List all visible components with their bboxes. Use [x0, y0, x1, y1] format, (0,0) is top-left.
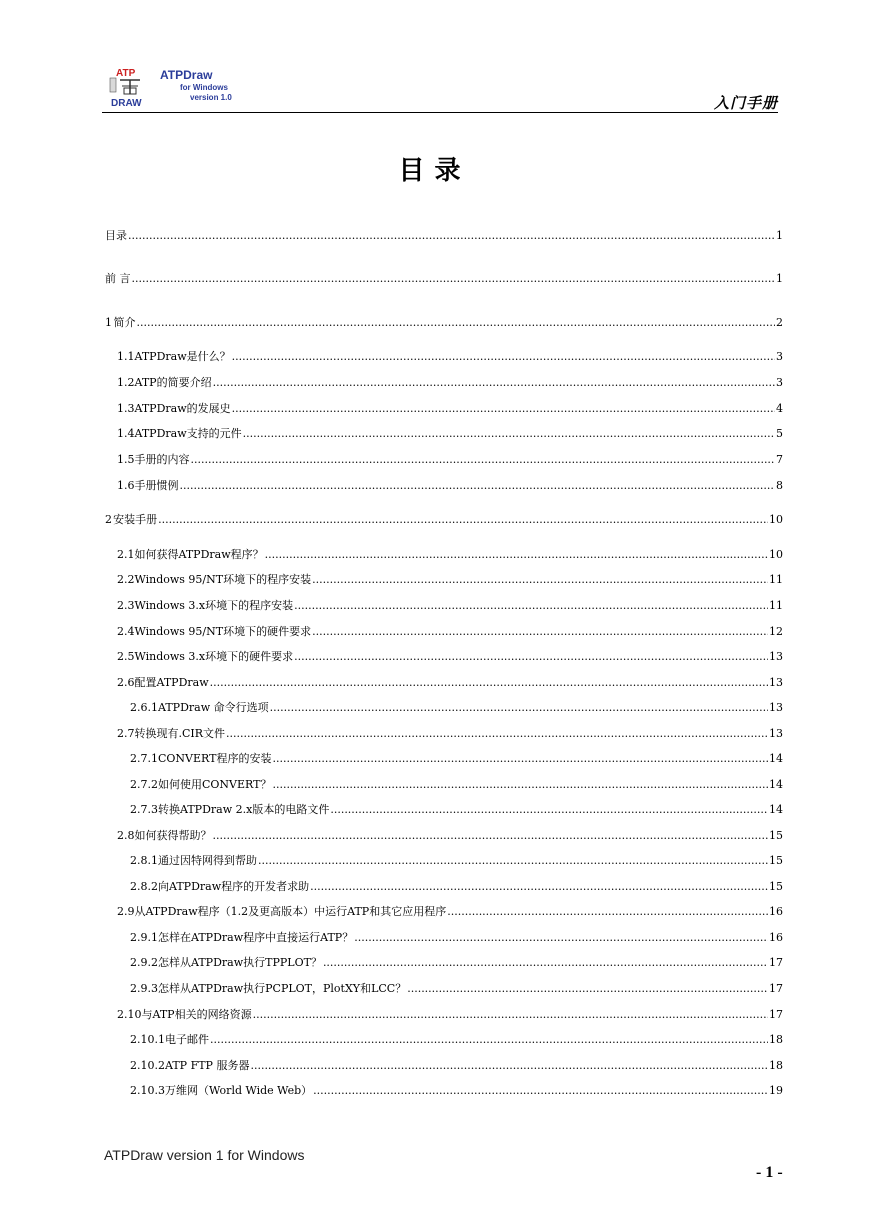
toc-entry-label: Windows 95/NT环境下的硬件要求 — [134, 625, 312, 638]
toc-entry[interactable] — [130, 752, 783, 766]
toc-leader-dots — [407, 982, 768, 996]
toc-entry[interactable] — [130, 854, 783, 868]
toc-entry-number: 2.9.1 — [130, 931, 158, 944]
toc-entry[interactable] — [117, 453, 783, 467]
toc-entry-label: 如何获得ATPDraw程序？ — [134, 548, 264, 561]
toc-entry-page: 13 — [769, 701, 783, 714]
toc-leader-dots — [447, 905, 768, 919]
toc-leader-dots — [294, 650, 768, 664]
toc-leader-dots — [226, 727, 768, 741]
toc-entry-page: 15 — [769, 854, 783, 867]
logo-text-platform: for Windows — [180, 83, 228, 92]
toc-leader-dots — [272, 778, 768, 792]
toc-leader-dots — [323, 956, 768, 970]
toc-entry[interactable] — [117, 402, 783, 416]
toc-entry-number: 2.5 — [117, 650, 135, 663]
toc-entry[interactable] — [117, 650, 783, 664]
toc-entry-page: 11 — [769, 573, 783, 586]
toc-entry-number: 2.7.2 — [130, 778, 158, 791]
toc-entry-number: 2.10.2 — [130, 1059, 165, 1072]
toc-entry-label: 与ATP相关的网络资源 — [141, 1008, 252, 1021]
toc-entry-label: 电子邮件 — [165, 1033, 209, 1046]
toc-leader-dots — [250, 1059, 768, 1073]
toc-entry[interactable] — [105, 229, 783, 243]
toc-entry-label: 简介 — [113, 316, 136, 329]
toc-leader-dots — [137, 316, 775, 330]
toc-entry-page: 14 — [769, 803, 783, 816]
toc-entry-number: 2.1 — [117, 548, 135, 561]
toc-entry-label: 通过因特网得到帮助 — [158, 854, 257, 867]
toc-entry-page: 2 — [776, 316, 783, 329]
toc-entry-number: 2.6 — [117, 676, 135, 689]
toc-entry-number: 2.9 — [117, 905, 135, 918]
toc-entry-label: 手册惯例 — [134, 479, 179, 492]
page-number: - 1 - — [756, 1164, 783, 1181]
toc-entry-page: 18 — [769, 1059, 783, 1072]
toc-leader-dots — [258, 854, 768, 868]
toc-entry-number: 1.6 — [117, 479, 135, 492]
toc-entry-number: 2.10.3 — [130, 1084, 165, 1097]
logo-text-product: ATPDraw — [160, 68, 213, 82]
toc-leader-dots — [313, 1084, 768, 1098]
toc-entry-label: 前 言 — [105, 272, 131, 285]
toc-entry-label: 目录 — [105, 229, 127, 242]
toc-leader-dots — [232, 350, 775, 364]
toc-entry[interactable] — [105, 272, 783, 286]
toc-entry[interactable] — [117, 727, 783, 741]
toc-entry-number: 1 — [105, 316, 112, 329]
toc-entry-page: 14 — [769, 752, 783, 765]
toc-entry[interactable] — [117, 350, 783, 364]
toc-entry[interactable] — [105, 513, 783, 527]
toc-entry-page: 16 — [769, 931, 783, 944]
toc-entry-number: 2.10 — [117, 1008, 142, 1021]
toc-entry-page: 19 — [769, 1084, 783, 1097]
toc-entry-number: 2.7 — [117, 727, 135, 740]
toc-entry-label: ATPDraw 命令行选项 — [158, 701, 269, 714]
toc-entry[interactable] — [117, 548, 783, 562]
toc-entry-page: 12 — [769, 625, 783, 638]
toc-entry-label: ATPDraw是什么？ — [134, 350, 231, 363]
toc-entry-page: 1 — [776, 229, 783, 242]
toc-entry-label: 配置ATPDraw — [134, 676, 209, 689]
toc-leader-dots — [213, 376, 775, 390]
toc-entry[interactable] — [130, 931, 783, 945]
toc-entry-label: 转换现有.CIR文件 — [134, 727, 226, 740]
toc-leader-dots — [180, 479, 776, 493]
toc-entry[interactable] — [130, 1084, 783, 1098]
toc-entry-label: CONVERT程序的安装 — [158, 752, 272, 765]
svg-text:ATP: ATP — [116, 68, 136, 79]
toc-leader-dots — [210, 1033, 768, 1047]
page-header — [102, 62, 778, 113]
toc-entry[interactable] — [117, 599, 783, 613]
toc-entry[interactable] — [117, 376, 783, 390]
toc-entry[interactable] — [130, 1059, 783, 1073]
toc-entry-label: 安装手册 — [113, 513, 158, 526]
toc-leader-dots — [310, 880, 768, 894]
toc-leader-dots — [272, 752, 768, 766]
toc-entry[interactable] — [130, 1033, 783, 1047]
toc-entry-number: 2 — [105, 513, 112, 526]
toc-entry[interactable] — [130, 778, 783, 792]
toc-leader-dots — [128, 229, 775, 243]
toc-entry[interactable] — [117, 905, 783, 919]
toc-entry-number: 1.5 — [117, 453, 135, 466]
toc-entry-number: 2.4 — [117, 625, 135, 638]
atpdraw-logo — [108, 66, 152, 108]
toc-entry-label: ATP FTP 服务器 — [165, 1059, 250, 1072]
toc-entry[interactable] — [130, 982, 783, 996]
toc-entry-number: 2.10.1 — [130, 1033, 165, 1046]
toc-entry-number: 1.1 — [117, 350, 135, 363]
toc-entry-number: 1.2 — [117, 376, 135, 389]
toc-entry-number: 2.8 — [117, 829, 135, 842]
toc-entry-page: 4 — [776, 402, 783, 415]
footer-text: ATPDraw version 1 for Windows — [104, 1147, 305, 1163]
toc-entry[interactable] — [130, 956, 783, 970]
toc-entry-label: ATP的简要介绍 — [134, 376, 212, 389]
toc-entry-number: 1.4 — [117, 427, 135, 440]
toc-entry-page: 10 — [769, 548, 783, 561]
toc-entry-number: 2.8.1 — [130, 854, 158, 867]
toc-entry-page: 14 — [769, 778, 783, 791]
toc-entry-label: 如何使用CONVERT？ — [158, 778, 272, 791]
toc-entry-number: 2.6.1 — [130, 701, 158, 714]
toc-entry-number: 2.3 — [117, 599, 135, 612]
toc-entry-label: 向ATPDraw程序的开发者求助 — [158, 880, 310, 893]
toc-entry-number: 1.3 — [117, 402, 135, 415]
toc-entry-label: ATPDraw的发展史 — [134, 402, 231, 415]
toc-entry-page: 11 — [769, 599, 783, 612]
toc-entry-page: 13 — [769, 676, 783, 689]
toc-entry-page: 13 — [769, 650, 783, 663]
toc-entry-number: 2.9.2 — [130, 956, 158, 969]
toc-entry-label: 万维网（World Wide Web） — [165, 1084, 313, 1097]
toc-leader-dots — [213, 829, 769, 843]
toc-entry-number: 2.7.3 — [130, 803, 158, 816]
toc-entry-number: 2.8.2 — [130, 880, 158, 893]
toc-leader-dots — [191, 453, 776, 467]
toc-entry-page: 17 — [769, 956, 783, 969]
toc-entry-label: Windows 95/NT环境下的程序安装 — [134, 573, 312, 586]
toc-entry[interactable] — [130, 701, 783, 715]
toc-entry[interactable] — [117, 427, 783, 441]
toc-entry-page: 3 — [776, 350, 783, 363]
toc-leader-dots — [132, 272, 776, 286]
toc-entry[interactable] — [117, 676, 783, 690]
toc-leader-dots — [243, 427, 775, 441]
toc-leader-dots — [158, 513, 768, 527]
toc-entry-page: 7 — [776, 453, 783, 466]
toc-entry-page: 16 — [769, 905, 783, 918]
toc-leader-dots — [312, 625, 768, 639]
toc-entry-page: 15 — [769, 829, 783, 842]
toc-entry[interactable] — [117, 1008, 783, 1022]
toc-entry-page: 5 — [776, 427, 783, 440]
toc-entry-page: 10 — [769, 513, 783, 526]
toc-entry-page: 3 — [776, 376, 783, 389]
toc-entry-number: 2.9.3 — [130, 982, 158, 995]
toc-entry-page: 13 — [769, 727, 783, 740]
toc-entry[interactable] — [117, 625, 783, 639]
svg-text:DRAW: DRAW — [111, 98, 142, 108]
toc-entry-label: 如何获得帮助？ — [134, 829, 212, 842]
toc-entry[interactable] — [117, 573, 783, 587]
toc-entry[interactable] — [117, 479, 783, 493]
toc-leader-dots — [210, 676, 768, 690]
logo-text-version: version 1.0 — [190, 93, 232, 102]
toc-leader-dots — [253, 1008, 768, 1022]
toc-entry-page: 17 — [769, 982, 783, 995]
toc-leader-dots — [265, 548, 768, 562]
manual-title: 入门手册 — [713, 94, 778, 112]
toc-entry-label: 从ATPDraw程序（1.2及更高版本）中运行ATP和其它应用程序 — [134, 905, 447, 918]
toc-entry[interactable] — [105, 316, 783, 330]
toc-entry-label: Windows 3.x环境下的程序安装 — [134, 599, 294, 612]
toc-entry-label: 怎样在ATPDraw程序中直接运行ATP？ — [158, 931, 354, 944]
toc-entry-label: Windows 3.x环境下的硬件要求 — [134, 650, 294, 663]
toc-entry-number: 2.2 — [117, 573, 135, 586]
toc-entry-page: 17 — [769, 1008, 783, 1021]
toc-leader-dots — [232, 402, 775, 416]
toc-entry-label: 怎样从ATPDraw执行TPPLOT？ — [158, 956, 322, 969]
toc-leader-dots — [312, 573, 768, 587]
toc-entry-label: 怎样从ATPDraw执行PCPLOT，PlotXY和LCC？ — [158, 982, 407, 995]
toc-entry-page: 18 — [769, 1033, 783, 1046]
toc-entry-label: 手册的内容 — [134, 453, 190, 466]
toc-entry[interactable] — [130, 803, 783, 817]
toc-entry-number: 2.7.1 — [130, 752, 158, 765]
toc-leader-dots — [270, 701, 768, 715]
toc-leader-dots — [330, 803, 768, 817]
toc-entry-label: ATPDraw支持的元件 — [134, 427, 242, 440]
toc-entry-page: 1 — [776, 272, 783, 285]
toc-entry-label: 转换ATPDraw 2.x版本的电路文件 — [158, 803, 330, 816]
toc-entry-page: 15 — [769, 880, 783, 893]
toc-entry[interactable] — [117, 829, 783, 843]
toc-entry[interactable] — [130, 880, 783, 894]
logo-text — [160, 68, 270, 108]
toc-leader-dots — [354, 931, 768, 945]
page-title: 目录 — [398, 156, 471, 186]
toc-entry-page: 8 — [776, 479, 783, 492]
toc-leader-dots — [294, 599, 768, 613]
